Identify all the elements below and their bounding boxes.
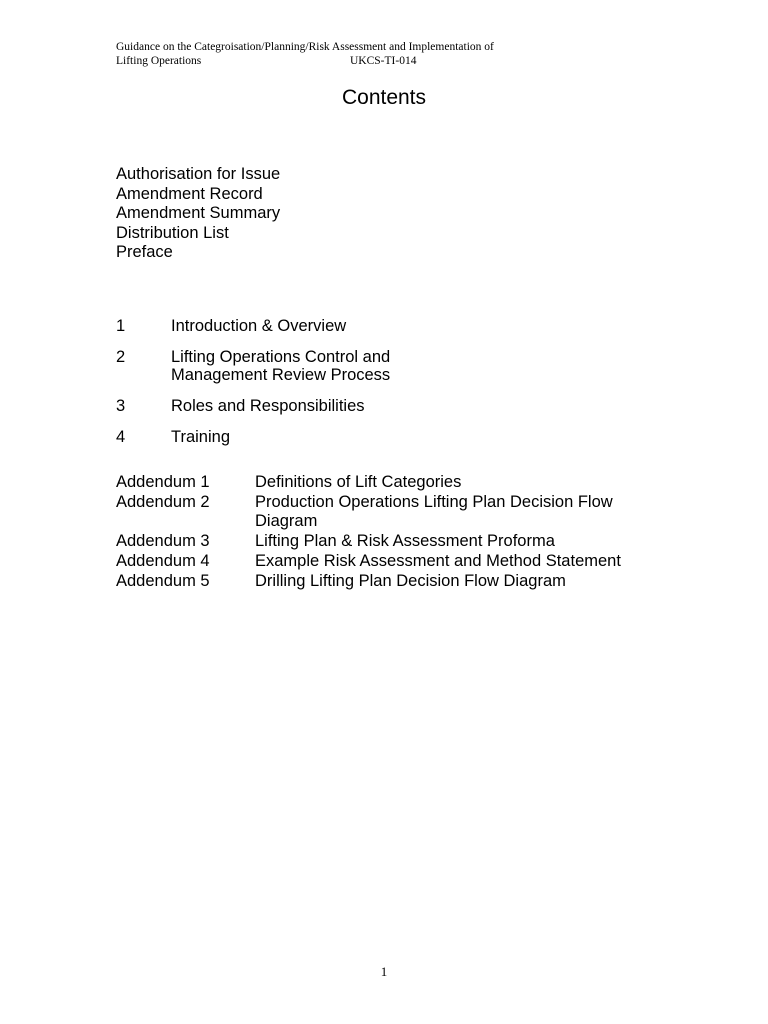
addendum-entry: [116, 532, 676, 552]
addendum-title: Definitions of Lift Categories: [255, 473, 462, 491]
addendum-title: Lifting Plan & Risk Assessment Proforma: [255, 532, 555, 551]
section-number: 3: [116, 397, 126, 415]
sections-list: [116, 317, 676, 459]
section-title: Roles and Responsibilities: [171, 397, 365, 415]
section-entry: [116, 348, 676, 384]
section-title: Training: [171, 428, 230, 446]
section-entry: [116, 397, 676, 415]
section-number: 4: [116, 428, 126, 446]
document-reference: UKCS-TI-014: [350, 55, 417, 67]
addenda-list: [116, 473, 676, 591]
front-matter-list: [116, 165, 280, 263]
addendum-title: Drilling Lifting Plan Decision Flow Diagram: [255, 571, 566, 590]
header-line-2: [116, 54, 676, 68]
section-title: Lifting Operations Control and Management Review Process: [171, 348, 391, 384]
page-title: Contents: [341, 86, 427, 109]
front-matter-item: Authorisation for Issue: [116, 165, 281, 183]
page-header: [116, 40, 676, 68]
page-number: 1: [380, 964, 388, 979]
addendum-label: Addendum 1: [116, 473, 210, 491]
addendum-entry: [116, 572, 676, 592]
section-title: Introduction & Overview: [171, 317, 347, 335]
header-subtitle: Lifting Operations: [116, 55, 202, 67]
addendum-entry: [116, 493, 676, 532]
addendum-label: Addendum 4: [116, 551, 210, 570]
addendum-label: Addendum 2: [116, 492, 210, 511]
section-number: 2: [116, 348, 126, 366]
header-title: Guidance on the Categroisation/Planning/Risk Assessment and Implementation of: [116, 41, 494, 53]
front-matter-item: Distribution List: [116, 223, 229, 242]
addendum-entry: [116, 552, 676, 572]
section-entry: [116, 317, 676, 335]
addendum-label: Addendum 5: [116, 571, 210, 590]
addendum-label: Addendum 3: [116, 532, 210, 551]
front-matter-item: Amendment Summary: [116, 204, 281, 222]
front-matter-item: Amendment Record: [116, 184, 263, 203]
addendum-title: Production Operations Lifting Plan Decision Flow Diagram: [255, 492, 613, 531]
addendum-title: Example Risk Assessment and Method Statement: [255, 551, 621, 570]
section-number: 1: [116, 317, 126, 335]
addendum-entry: [116, 473, 676, 493]
section-entry: [116, 428, 676, 446]
front-matter-item: Preface: [116, 243, 173, 261]
